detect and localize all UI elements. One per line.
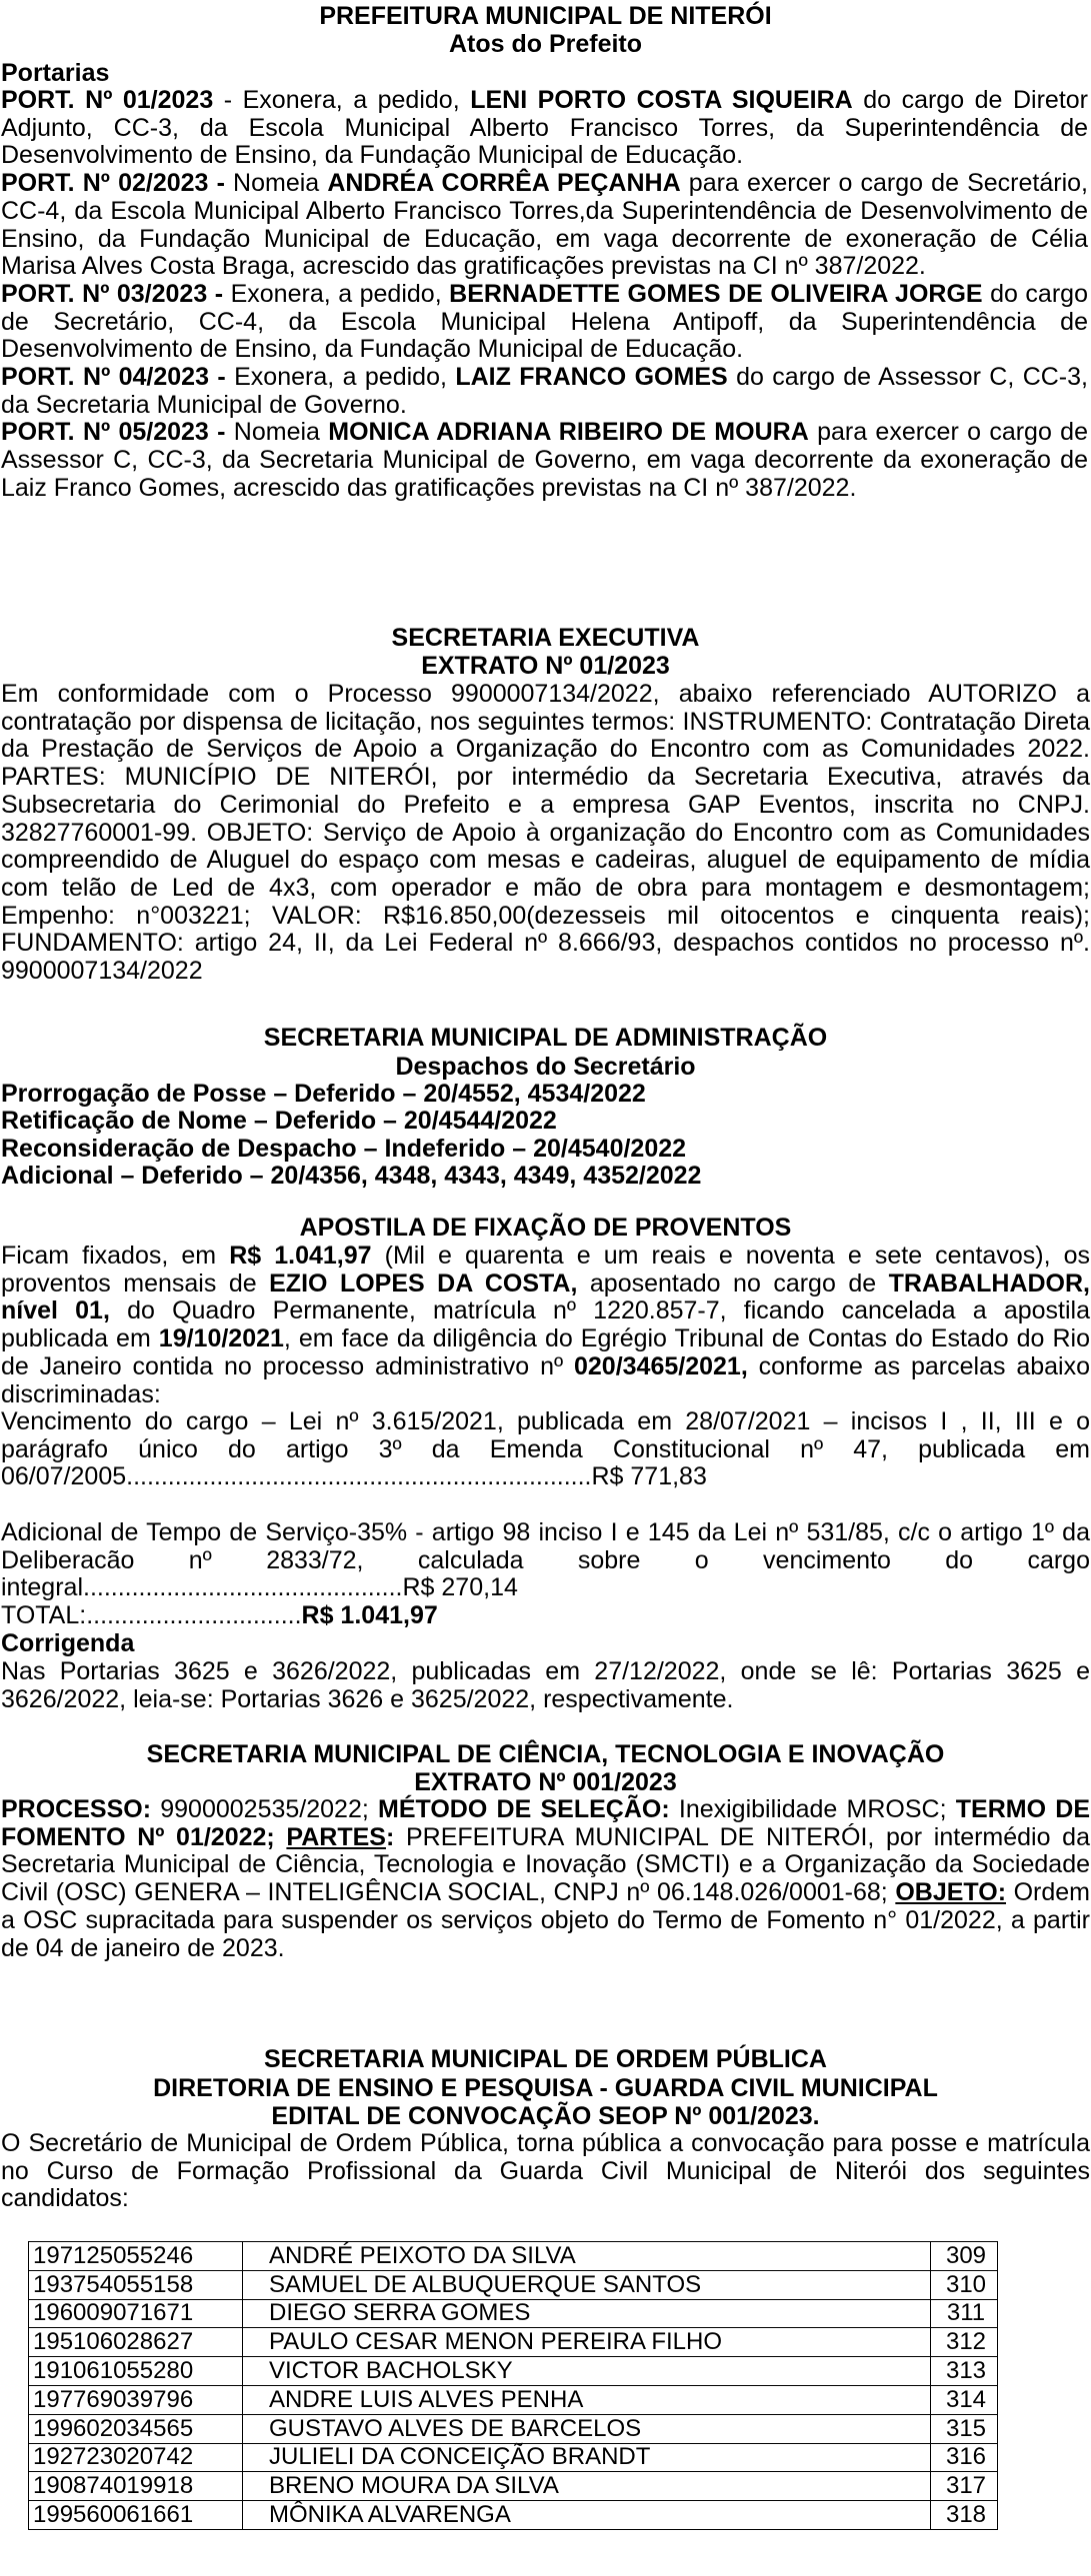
- portaria-3: PORT. Nº 03/2023 - Exonera, a pedido, BERNADETTE GOMES DE OLIVEIRA JORGE do cargo de Secretário, CC-4, da Escola Municipal Helena Antipoff, da Superintendência de Desenvolvimento de Ensino, da Fundação Municipal de Educação.: [1, 279, 1088, 364]
- candidate-name-cell: GUSTAVO ALVES DE BARCELOS: [243, 2414, 931, 2443]
- table-row: [29, 2270, 998, 2299]
- candidate-name-cell: PAULO CESAR MENON PEREIRA FILHO: [243, 2328, 931, 2357]
- portaria-2: PORT. Nº 02/2023 - Nomeia ANDRÉA CORRÊA PEÇANHA para exercer o cargo de Secretário, CC-4, da Escola Municipal Alberto Francisco Torres,da Superintendência de Desenvolvimento de Ensino, da Fundação Municipal de Educação, em vaga decorrente de exoneração de Célia Marisa Alves Costa Braga, acrescido das gratificações previstas na CI nº 387/2022.: [1, 169, 1088, 281]
- candidate-name-cell: ANDRE LUIS ALVES PENHA: [243, 2385, 931, 2414]
- candidate-name-cell: ANDRÉ PEIXOTO DA SILVA: [243, 2242, 931, 2271]
- parcela-adicional: Adicional de Tempo de Serviço-35% - artigo 98 inciso I e 145 da Lei nº 531/85, c/c o artigo 1º da Deliberacão nº 2833/72, calculada sobre o vencimento do cargo integral..............................................R$ 270,14: [1, 1518, 1090, 1602]
- candidate-id-cell: 199602034565: [29, 2414, 243, 2443]
- despacho-item: Reconsideração de Despacho – Indeferido – 20/4540/2022: [1, 1134, 687, 1163]
- candidate-name-cell: MÔNIKA ALVARENGA: [243, 2501, 931, 2530]
- executiva-subtitle: EXTRATO Nº 01/2023: [421, 652, 670, 680]
- despacho-item: Retificação de Nome – Deferido – 20/4544/2022: [1, 1107, 557, 1136]
- executiva-title: SECRETARIA EXECUTIVA: [391, 624, 700, 652]
- candidate-name-cell: BRENO MOURA DA SILVA: [243, 2472, 931, 2501]
- candidate-name-cell: VICTOR BACHOLSKY: [243, 2357, 931, 2386]
- candidate-number-cell: 316: [931, 2443, 998, 2472]
- candidate-number-cell: 309: [931, 2242, 998, 2271]
- candidate-number-cell: 318: [931, 2501, 998, 2530]
- table-row: [29, 2299, 998, 2328]
- candidate-number-cell: 312: [931, 2328, 998, 2357]
- table-row: [29, 2501, 998, 2530]
- apostila-title: APOSTILA DE FIXAÇÃO DE PROVENTOS: [299, 1214, 792, 1242]
- candidate-id-cell: 195106028627: [29, 2328, 243, 2357]
- candidate-id-cell: 190874019918: [29, 2472, 243, 2501]
- portaria-1: PORT. Nº 01/2023 - Exonera, a pedido, LENI PORTO COSTA SIQUEIRA do cargo de Diretor Adjunto, CC-3, da Escola Municipal Alberto Francisco Torres, da Superintendência de Desenvolvimento de Ensino, da Fundação Municipal de Educação.: [1, 86, 1088, 170]
- candidate-name-cell: JULIELI DA CONCEIÇÃO BRANDT: [243, 2443, 931, 2472]
- candidate-id-cell: 196009071671: [29, 2299, 243, 2328]
- portarias-block: [0, 87, 1089, 503]
- apostila-text: Ficam fixados, em R$ 1.041,97 (Mil e quarenta e um reais e noventa e sete centavos), os proventos mensais de EZIO LOPES DA COSTA, aposentado no cargo de TRABALHADOR, nível 01, do Quadro Permanente, matrícula nº 1220.857-7, ficando cancelada a apostila publicada em 19/10/2021, em face da diligência do Egrégio Tribunal de Contas do Estado do Rio de Janeiro contida no processo administrativo nº 020/3465/2021, conforme as parcelas abaixo discriminadas:: [1, 1242, 1091, 1408]
- ordem-subtitle: DIRETORIA DE ENSINO E PESQUISA - GUARDA CIVIL MUNICIPAL: [153, 2074, 938, 2102]
- table-row: [29, 2472, 998, 2501]
- corrigenda-title: Corrigenda: [1, 1629, 135, 1657]
- portaria-5: PORT. Nº 05/2023 - Nomeia MONICA ADRIANA RIBEIRO DE MOURA para exercer o cargo de Assessor C, CC-3, da Secretaria Municipal de Governo, em vaga decorrente da exoneração de Laiz Franco Gomes, acrescido das gratificações previstas na CI nº 387/2022.: [1, 418, 1088, 502]
- administracao-subtitle: Despachos do Secretário: [395, 1053, 696, 1081]
- ciencia-subtitle: EXTRATO Nº 001/2023: [414, 1768, 677, 1796]
- edital-title: EDITAL DE CONVOCAÇÃO SEOP Nº 001/2023.: [271, 2102, 820, 2130]
- candidate-number-cell: 311: [931, 2299, 998, 2328]
- section-portarias: Portarias: [1, 59, 110, 87]
- candidate-id-cell: 197125055246: [29, 2242, 243, 2271]
- ciencia-text: PROCESSO: 9900002535/2022; MÉTODO DE SELEÇÃO: Inexigibilidade MROSC; TERMO DE FOMENTO Nº 01/2022; PARTES: PREFEITURA MUNICIPAL DE NITERÓI, por intermédio da Secretaria Municipal de Ciência, Tecnologia e Inovação (SMCTI) e a Organização da Sociedade Civil (OSC) GENERA – INTELIGÊNCIA SOCIAL, CNPJ nº 06.148.026/0001-68; OBJETO: Ordem a OSC supracitada para suspender os serviços objeto do Termo de Fomento n° 01/2022, a partir de 04 de janeiro de 2023.: [1, 1795, 1091, 1962]
- candidate-id-cell: 197769039796: [29, 2385, 243, 2414]
- page-title: PREFEITURA MUNICIPAL DE NITERÓI: [319, 2, 772, 30]
- total-line: TOTAL:...............................R$ 1.041,97: [1, 1601, 438, 1629]
- candidate-id-cell: 192723020742: [29, 2443, 243, 2472]
- ordem-text: O Secretário de Municipal de Ordem Pública, torna pública a convocação para posse e matrícula no Curso de Formação Profissional da Guarda Civil Municipal de Niterói dos seguintes candidatos:: [1, 2129, 1090, 2213]
- table-row: [29, 2443, 998, 2472]
- table-row: [29, 2385, 998, 2414]
- portaria-4: PORT. Nº 04/2023 - Exonera, a pedido, LAIZ FRANCO GOMES do cargo de Assessor C, CC-3, da Secretaria Municipal de Governo.: [1, 363, 1088, 419]
- candidate-id-cell: 191061055280: [29, 2357, 243, 2386]
- corrigenda-text: Nas Portarias 3625 e 3626/2022, publicadas em 27/12/2022, onde se lê: Portarias 3625 e 3626/2022, leia-se: Portarias 3626 e 3625/2022, respectivamente.: [1, 1657, 1090, 1713]
- candidate-id-cell: 193754055158: [29, 2270, 243, 2299]
- candidate-number-cell: 317: [931, 2472, 998, 2501]
- candidates-table: [28, 2241, 998, 2530]
- candidate-number-cell: 310: [931, 2270, 998, 2299]
- candidate-name-cell: DIEGO SERRA GOMES: [243, 2299, 931, 2328]
- candidate-id-cell: 199560061661: [29, 2501, 243, 2530]
- candidate-number-cell: 314: [931, 2385, 998, 2414]
- candidate-name-cell: SAMUEL DE ALBUQUERQUE SANTOS: [243, 2270, 931, 2299]
- ordem-title: SECRETARIA MUNICIPAL DE ORDEM PÚBLICA: [264, 2045, 827, 2073]
- executiva-text: Em conformidade com o Processo 9900007134/2022, abaixo referenciado AUTORIZO a contratação por dispensa de licitação, nos seguintes termos: INSTRUMENTO: Contratação Direta da Prestação de Serviços de Apoio a Organização do Encontro com as Comunidades 2022. PARTES: MUNICÍPIO DE NITERÓI, por intermédio da Secretaria Executiva, através da Subsecretaria do Cerimonial do Prefeito e a empresa GAP Eventos, inscrita no CNPJ. 32827760001-99. OBJETO: Serviço de Apoio à organização do Encontro com as Comunidades compreendido de Aluguel do espaço com mesas e cadeiras, aluguel de equipamento de mídia com telão de Led de 4x3, com operador e mão de obra para montagem e desmontagem; Empenho: n°003221; VALOR: R$16.850,00(dezesseis mil oitocentos e cinquenta reais); FUNDAMENTO: artigo 24, II, da Lei Federal nº 8.666/93, despachos contidos no processo nº. 9900007134/2022: [1, 680, 1090, 986]
- administracao-title: SECRETARIA MUNICIPAL DE ADMINISTRAÇÃO: [263, 1024, 828, 1052]
- parcela-vencimento: Vencimento do cargo – Lei nº 3.615/2021, publicada em 28/07/2021 – incisos I , II, III e o parágrafo único do artigo 3º da Emenda Constitucional nº 47, publicada em 06/07/2005...................................................................R$ 771,83: [1, 1407, 1090, 1491]
- candidate-number-cell: 315: [931, 2414, 998, 2443]
- candidate-number-cell: 313: [931, 2357, 998, 2386]
- despachos-list: [0, 1081, 702, 1191]
- table-row: [29, 2414, 998, 2443]
- table-row: [29, 2357, 998, 2386]
- despacho-item: Adicional – Deferido – 20/4356, 4348, 4343, 4349, 4352/2022: [1, 1162, 702, 1191]
- ciencia-title: SECRETARIA MUNICIPAL DE CIÊNCIA, TECNOLOGIA E INOVAÇÃO: [146, 1740, 945, 1768]
- page-subtitle: Atos do Prefeito: [448, 30, 643, 58]
- table-row: [29, 2328, 998, 2357]
- table-row: [29, 2242, 998, 2271]
- despacho-item: Prorrogação de Posse – Deferido – 20/4552, 4534/2022: [1, 1080, 646, 1108]
